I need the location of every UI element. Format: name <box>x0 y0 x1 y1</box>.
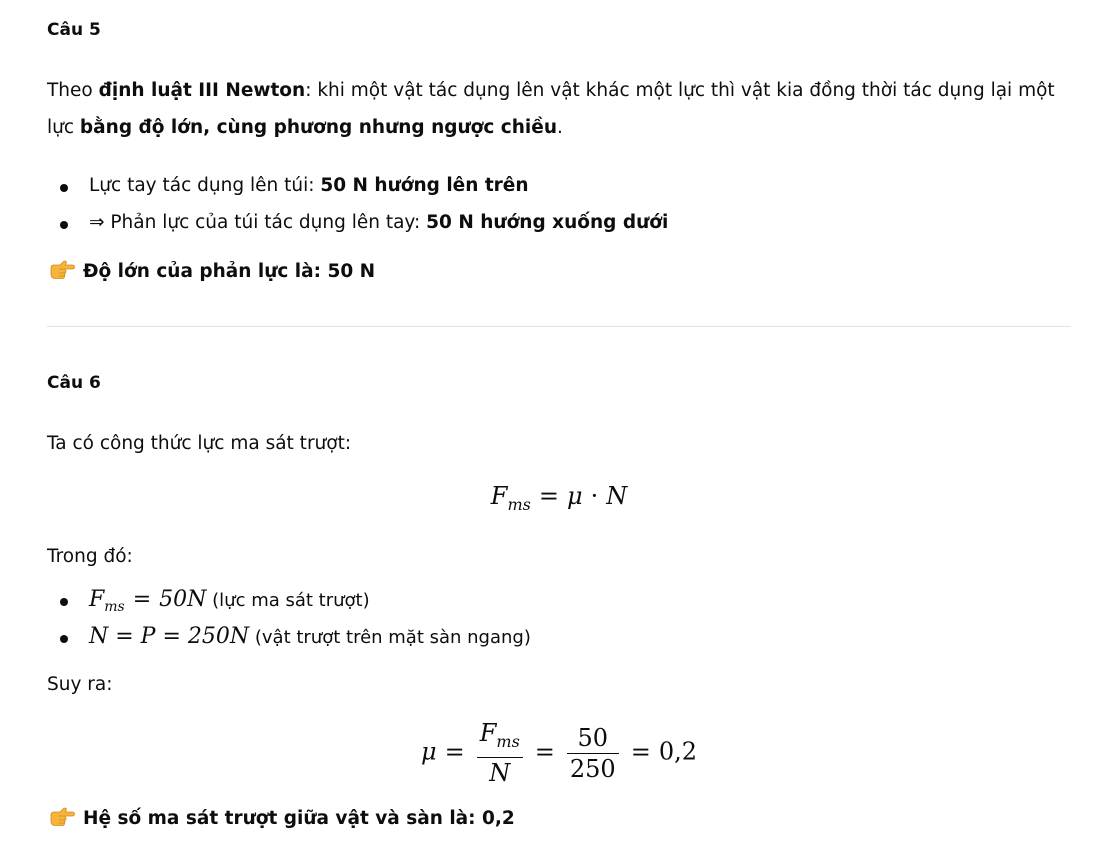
intro-text: . <box>556 117 563 138</box>
result-equals: = <box>534 737 555 766</box>
intro-text: Theo <box>47 80 99 101</box>
math-f: F <box>89 587 105 612</box>
bullet-note: (vật trượt trên mặt sàn ngang) <box>249 627 531 648</box>
bullet-note: (lực ma sát trượt) <box>206 590 370 611</box>
question-5-heading: Câu 5 <box>47 20 101 40</box>
fraction-num: F <box>479 719 497 747</box>
fraction-num-sub: ms <box>496 732 520 751</box>
bullet-dot <box>60 221 68 229</box>
bullet-bold: 50 N hướng lên trên <box>320 175 529 196</box>
bullet-dot <box>60 184 68 192</box>
where-label: Trong đó: <box>47 546 133 567</box>
fraction-den: N <box>489 759 511 787</box>
question-5-intro <box>47 72 1057 146</box>
bullet-bold: 50 N hướng xuống dưới <box>426 212 669 233</box>
question-6-conclusion <box>49 806 515 829</box>
friction-formula <box>47 482 1071 514</box>
bullet-text: Lực tay tác dụng lên túi: <box>89 175 321 196</box>
formula-dot: · <box>590 482 599 510</box>
backhand-index-pointing-right-icon <box>49 259 75 281</box>
math-sub: ms <box>104 599 125 615</box>
question-6-heading: Câu 6 <box>47 373 101 393</box>
formula-n: N <box>606 482 628 510</box>
fraction-num: 50 <box>567 723 619 754</box>
math-value: 50N <box>159 587 207 612</box>
intro-bold-property: bằng độ lớn, cùng phương nhưng ngược chiều <box>79 117 557 138</box>
formula-f: F <box>490 482 508 510</box>
fraction-den: 250 <box>569 754 616 783</box>
question-5-conclusion <box>49 259 375 282</box>
deduce-label: Suy ra: <box>47 674 113 695</box>
formula-equals: = <box>538 482 559 510</box>
intro-text: : khi một vật tác dụng lên vật khác một lực thì vật kia đồng thời tác dụng lại một lực <box>47 80 1055 138</box>
bullet-text: ⇒ Phản lực của túi tác dụng lên tay: <box>89 212 427 233</box>
result-mu: μ <box>421 737 437 766</box>
formula-sub: ms <box>507 495 531 514</box>
conclusion-text: Độ lớn của phản lực là: 50 N <box>83 261 376 282</box>
conclusion-text: Hệ số ma sát trượt giữa vật và sàn là: 0,2 <box>83 808 515 829</box>
fraction-fms-n <box>477 718 523 788</box>
question-6-intro: Ta có công thức lực ma sát trượt: <box>47 433 352 454</box>
math-equals: = <box>132 587 152 612</box>
result-formula <box>47 718 1071 788</box>
result-equals: = <box>444 737 465 766</box>
intro-bold-law: định luật III Newton <box>98 80 306 101</box>
fraction-50-250 <box>567 723 619 784</box>
bullet-dot <box>60 635 68 643</box>
result-equals: = <box>630 737 651 766</box>
section-divider <box>47 326 1071 327</box>
backhand-index-pointing-right-icon <box>49 806 75 828</box>
bullet-dot <box>60 598 68 606</box>
formula-mu: μ <box>566 482 583 510</box>
result-value: 0,2 <box>658 737 697 766</box>
math-expression: N = P = 250N <box>89 624 250 649</box>
